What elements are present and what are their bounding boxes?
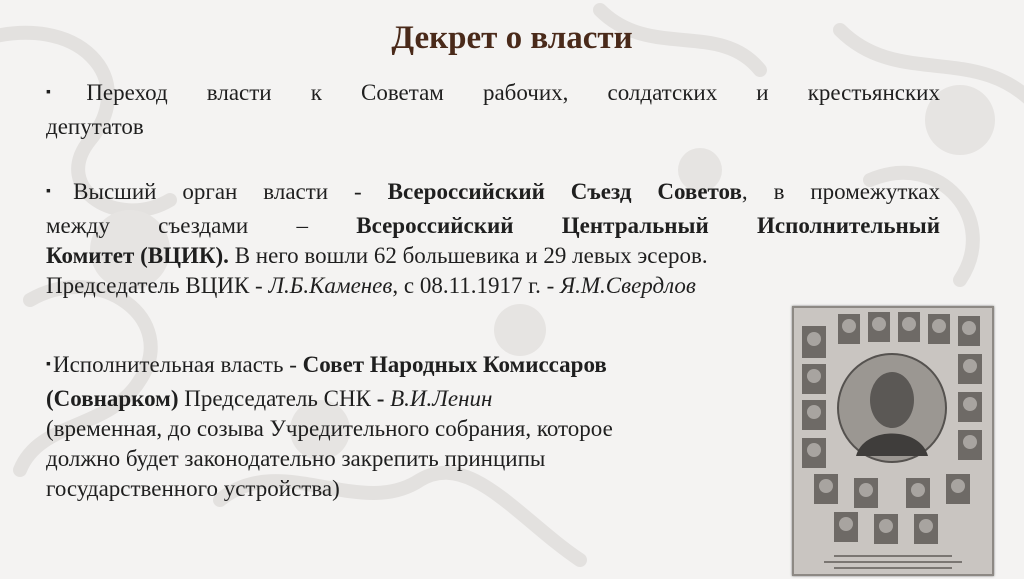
- bullet3-sovnarkom: (Совнарком): [46, 386, 179, 411]
- bullet2-date: , с 08.11.1917 г. -: [392, 273, 560, 298]
- bullet-transfer-of-power: [46, 78, 940, 142]
- bullet2-text1-end: , в промежутках: [741, 179, 940, 204]
- bullet2-text2: между съездами –: [46, 213, 357, 238]
- bullet2-vtsik-abbr: Комитет (ВЦИК).: [46, 243, 229, 268]
- bullet3-text1: Исполнительная власть -: [52, 352, 303, 377]
- bullet-marker-icon: ▪: [46, 85, 85, 100]
- bullet3-line5: государственного устройства): [46, 476, 340, 501]
- bullet1-line2: депутатов: [46, 114, 144, 139]
- bullet-supreme-body: [46, 177, 940, 301]
- bullet3-council: Совет Народных Комиссаров: [302, 352, 607, 377]
- bullet2-congress: Всероссийский Съезд Советов: [387, 179, 742, 204]
- bullet3-text2: Председатель СНК: [178, 386, 377, 411]
- portrait-collage-image: [794, 308, 992, 574]
- slide-title: Декрет о власти: [391, 20, 633, 56]
- bullet2-sverdlov: Я.М.Свердлов: [559, 273, 696, 298]
- bullet2-kamenev: Л.Б.Каменев: [268, 273, 393, 298]
- bullet2-text3: В него вошли 62 большевика и 29 левых эсеров.: [228, 243, 708, 268]
- sovnarkom-portrait-poster: [792, 306, 994, 576]
- bullet2-text1: Высший орган власти -: [73, 179, 388, 204]
- bullet-marker-icon: ▪: [46, 184, 72, 199]
- bullet2-text4: Председатель ВЦИК -: [46, 273, 269, 298]
- bullet3-dash: -: [376, 386, 385, 411]
- bullet-executive-power: [46, 350, 758, 504]
- bullet2-vtsik-name: Всероссийский Центральный Исполнительный: [356, 213, 940, 238]
- bullet1-line1: Переход власти к Советам рабочих, солдатских и крестьянских: [86, 80, 940, 105]
- bullet3-lenin: В.И.Ленин: [384, 386, 493, 411]
- bullet3-line4: должно будет законодательно закрепить принципы: [46, 446, 546, 471]
- bullet3-line3: (временная, до созыва Учредительного собрания, которое: [46, 416, 613, 441]
- bullet-marker-icon: ▪: [46, 357, 51, 372]
